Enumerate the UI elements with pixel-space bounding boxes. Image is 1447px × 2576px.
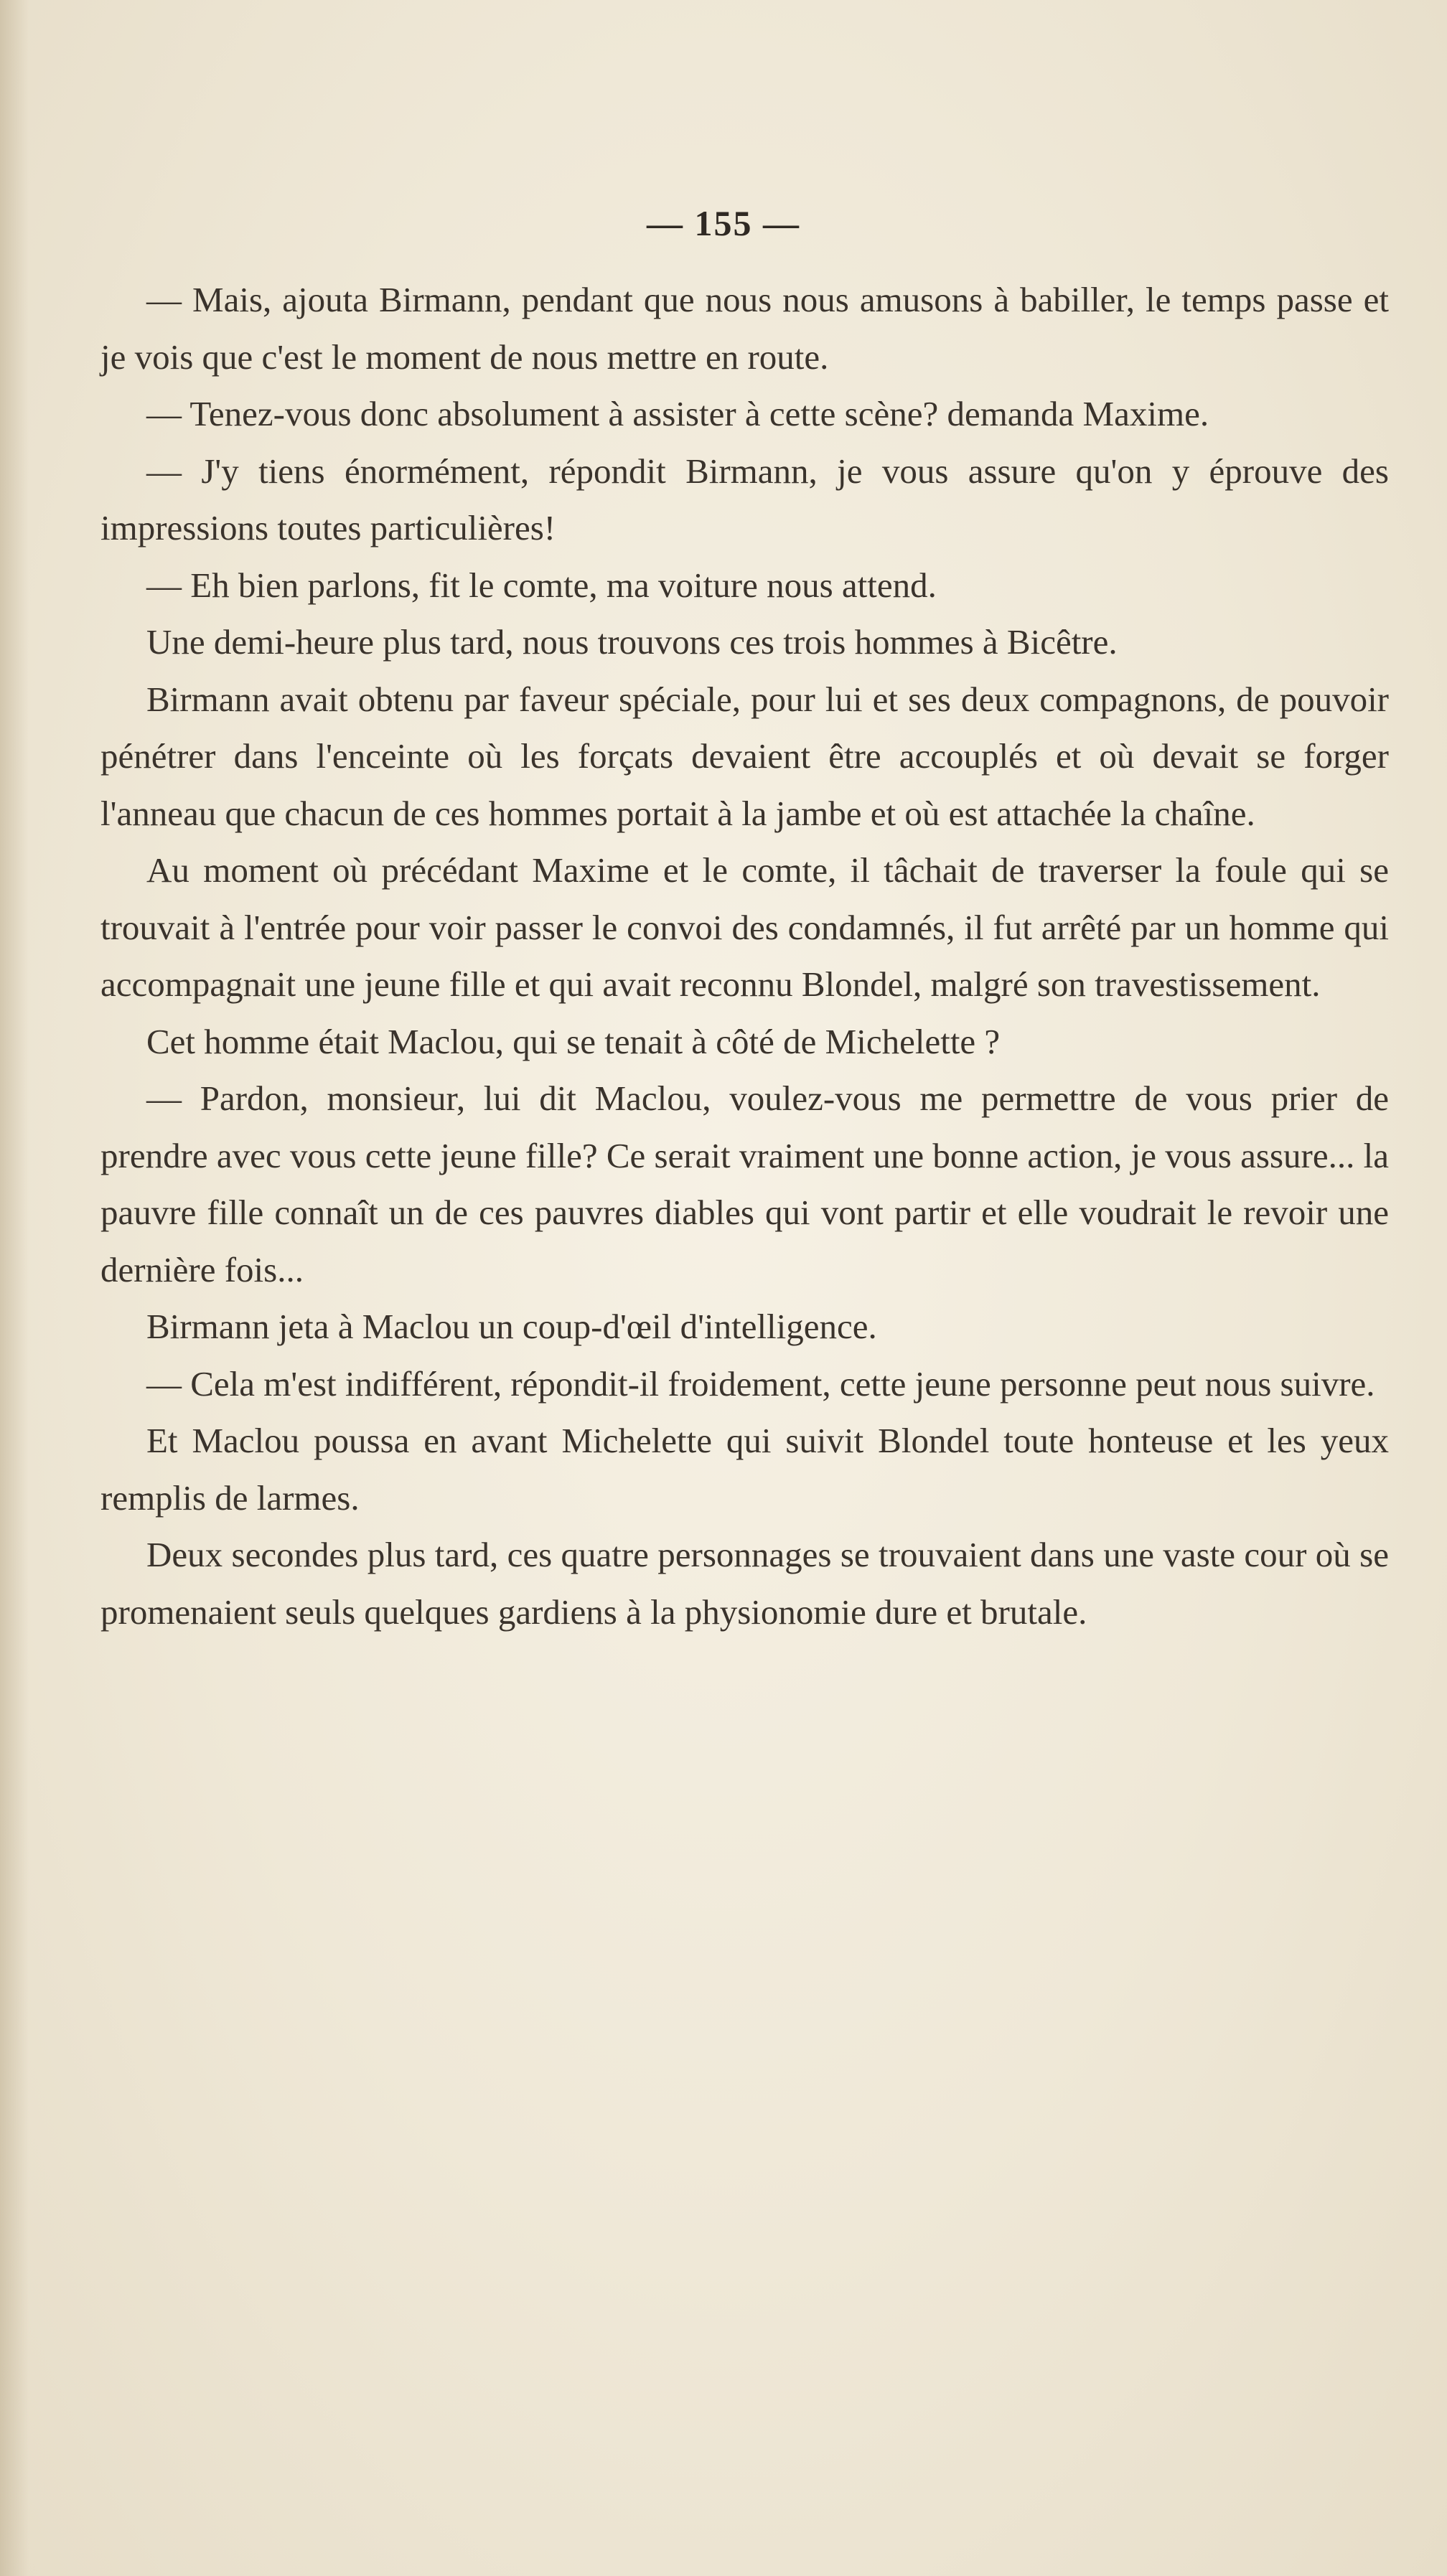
paragraph-12: Et Maclou poussa en avant Michelette qui suivit Blondel toute honteuse et les yeux remplis de larmes. [100, 1421, 1389, 1518]
paragraph-2: — Tenez-vous donc absolument à assister à cette scène? demanda Maxime. [146, 394, 1209, 433]
page-number: — 155 — [647, 203, 800, 243]
paragraph-1: — Mais, ajouta Birmann, pendant que nous nous amusons à babiller, le temps passe et je vois que c'est le moment de nous mettre en route. [100, 280, 1389, 377]
paragraph-13: Deux secondes plus tard, ces quatre personnages se trouvaient dans une vaste cour où se promenaient seuls quelques gardiens à la physionomie dure et brutale. [100, 1535, 1389, 1632]
paragraph-6: Birmann avait obtenu par faveur spéciale, pour lui et ses deux compagnons, de pouvoir pénétrer dans l'enceinte où les forçats devaient être accouplés et où devait se forger l'anneau que chacun de ces hommes portait à la jambe et où est attachée la chaîne. [100, 679, 1389, 833]
paragraph-10: Birmann jeta à Maclou un coup-d'œil d'intelligence. [146, 1307, 877, 1346]
paragraph-3: — J'y tiens énormément, répondit Birmann, je vous assure qu'on y éprouve des impressions toutes particulières! [100, 451, 1389, 547]
paragraph-7: Au moment où précédant Maxime et le comte, il tâchait de traverser la foule qui se trouvait à l'entrée pour voir passer le convoi des condamnés, il fut arrêté par un homme qui accompagnait une jeune fille et qui avait reconnu Blondel, malgré son travestissement. [100, 850, 1389, 1004]
paragraph-8: Cet homme était Maclou, qui se tenait à côté de Michelette ? [146, 1021, 1001, 1061]
page-gutter-shadow [0, 0, 29, 2576]
paragraph-4: — Eh bien parlons, fit le comte, ma voiture nous attend. [146, 565, 937, 605]
body-text [100, 271, 1389, 1640]
paragraph-9: — Pardon, monsieur, lui dit Maclou, voulez-vous me permettre de vous prier de prendre avec vous cette jeune fille? Ce serait vraiment une bonne action, je vous assure... la pauvre fille connaît un de ces pauvres diables qui vont partir et elle voudrait le revoir une dernière fois... [100, 1078, 1389, 1289]
paragraph-5: Une demi-heure plus tard, nous trouvons ces trois hommes à Bicêtre. [146, 622, 1118, 662]
paragraph-11: — Cela m'est indifférent, répondit-il froidement, cette jeune personne peut nous suivre. [146, 1363, 1375, 1404]
